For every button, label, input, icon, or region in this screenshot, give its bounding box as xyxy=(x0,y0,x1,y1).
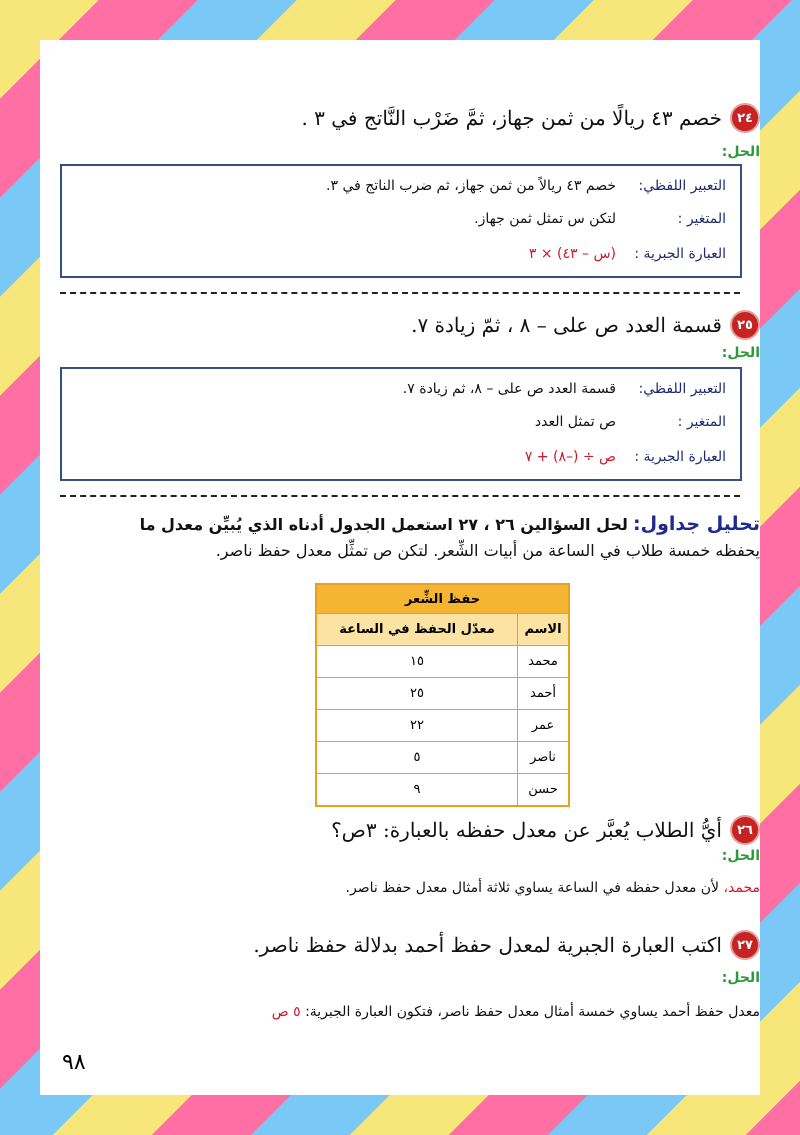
table-intro xyxy=(40,510,760,563)
table-caption: حفظ الشِّعر xyxy=(316,584,569,614)
table-cell: ٢٢ xyxy=(316,710,518,742)
table-row xyxy=(316,646,569,678)
variable-row xyxy=(72,414,726,430)
verbal-row xyxy=(72,381,726,397)
solution-label: الحل: xyxy=(721,848,760,864)
table-cell: ٢٥ xyxy=(316,678,518,710)
variable-row xyxy=(72,211,726,227)
solution-label: الحل: xyxy=(721,144,760,160)
question-25 xyxy=(40,310,760,340)
verbal-value: خصم ٤٣ ريالاً من ثمن جهاز، ثم ضرب الناتج في ٣. xyxy=(326,178,616,194)
question-27 xyxy=(40,930,760,960)
expression-row xyxy=(72,246,726,262)
table-intro-line2: يحفظه خمسة طلاب في الساعة من أبيات الشِّعر. لتكن ص تمثِّل معدل حفظ ناصر. xyxy=(215,540,760,560)
table-cell: عمر xyxy=(518,710,569,742)
question-number-badge: ٢٥ xyxy=(730,310,760,340)
variable-value: لتكن س تمثل ثمن جهاز. xyxy=(474,211,616,227)
verbal-value: قسمة العدد ص على – ٨، ثم زيادة ٧. xyxy=(402,381,616,397)
answer-text: لأن معدل حفظه في الساعة يساوي ثلاثة أمثال معدل حفظ ناصر. xyxy=(345,880,724,896)
expression-value: (س – ٤٣) × ٣ xyxy=(528,246,616,262)
table-cell: ناصر xyxy=(518,742,569,774)
table-cell: محمد xyxy=(518,646,569,678)
table-intro-line1 xyxy=(40,510,760,539)
table-header-name: الاسم xyxy=(518,614,569,646)
expression-label: العبارة الجبرية : xyxy=(634,449,726,465)
question-24 xyxy=(40,103,760,133)
table-row xyxy=(316,710,569,742)
table-cell: ٥ xyxy=(316,742,518,774)
answer-27 xyxy=(40,1002,760,1023)
page-number: ٩٨ xyxy=(62,1050,86,1075)
table-cell: ١٥ xyxy=(316,646,518,678)
expression-label: العبارة الجبرية : xyxy=(634,246,726,262)
table-row xyxy=(316,774,569,807)
poetry-table xyxy=(315,583,570,807)
answer-text: معدل حفظ أحمد يساوي خمسة أمثال معدل حفظ ناصر، فتكون العبارة الجبرية: xyxy=(300,1004,760,1020)
expression-row xyxy=(72,449,726,465)
table-cell: أحمد xyxy=(518,678,569,710)
table-intro-bold: لحل السؤالين ٢٦ ، ٢٧ استعمل الجدول أدناه الذي يُبيِّن معدل ما xyxy=(139,515,628,534)
answer-expression: ٥ ص xyxy=(271,1004,301,1020)
answer-name: محمد، xyxy=(723,880,760,896)
question-text: خصم ٤٣ ريالًا من ثمن جهاز، ثمَّ ضَرْب النَّاتج في ٣ . xyxy=(301,106,722,130)
verbal-label: التعبير اللفظي: xyxy=(638,381,726,397)
question-26 xyxy=(40,815,760,845)
divider xyxy=(60,292,740,294)
question-number-badge: ٢٧ xyxy=(730,930,760,960)
expression-value: ص ÷ (–٨) + ٧ xyxy=(524,449,616,465)
solution-box-25 xyxy=(60,367,742,481)
variable-label: المتغير : xyxy=(677,414,726,430)
section-title: تحليل جداول: xyxy=(633,513,760,535)
divider xyxy=(60,495,740,497)
table-cell: ٩ xyxy=(316,774,518,807)
question-number-badge: ٢٦ xyxy=(730,815,760,845)
question-number-badge: ٢٤ xyxy=(730,103,760,133)
answer-26 xyxy=(40,878,760,899)
variable-value: ص تمثل العدد xyxy=(534,414,616,430)
page xyxy=(40,40,760,1095)
table-cell: حسن xyxy=(518,774,569,807)
solution-label: الحل: xyxy=(721,970,760,986)
question-text: قسمة العدد ص على – ٨ ، ثمّ زيادة ٧. xyxy=(411,313,722,337)
solution-box-24 xyxy=(60,164,742,278)
table-row xyxy=(316,678,569,710)
question-text: اكتب العبارة الجبرية لمعدل حفظ أحمد بدلالة حفظ ناصر. xyxy=(253,933,722,957)
verbal-row xyxy=(72,178,726,194)
variable-label: المتغير : xyxy=(677,211,726,227)
question-text: أيُّ الطلاب يُعبَّر عن معدل حفظه بالعبارة: ٣ص؟ xyxy=(331,818,722,842)
verbal-label: التعبير اللفظي: xyxy=(638,178,726,194)
table-header-rate: معدّل الحفظ في الساعة xyxy=(316,614,518,646)
table-row xyxy=(316,742,569,774)
solution-label: الحل: xyxy=(721,345,760,361)
